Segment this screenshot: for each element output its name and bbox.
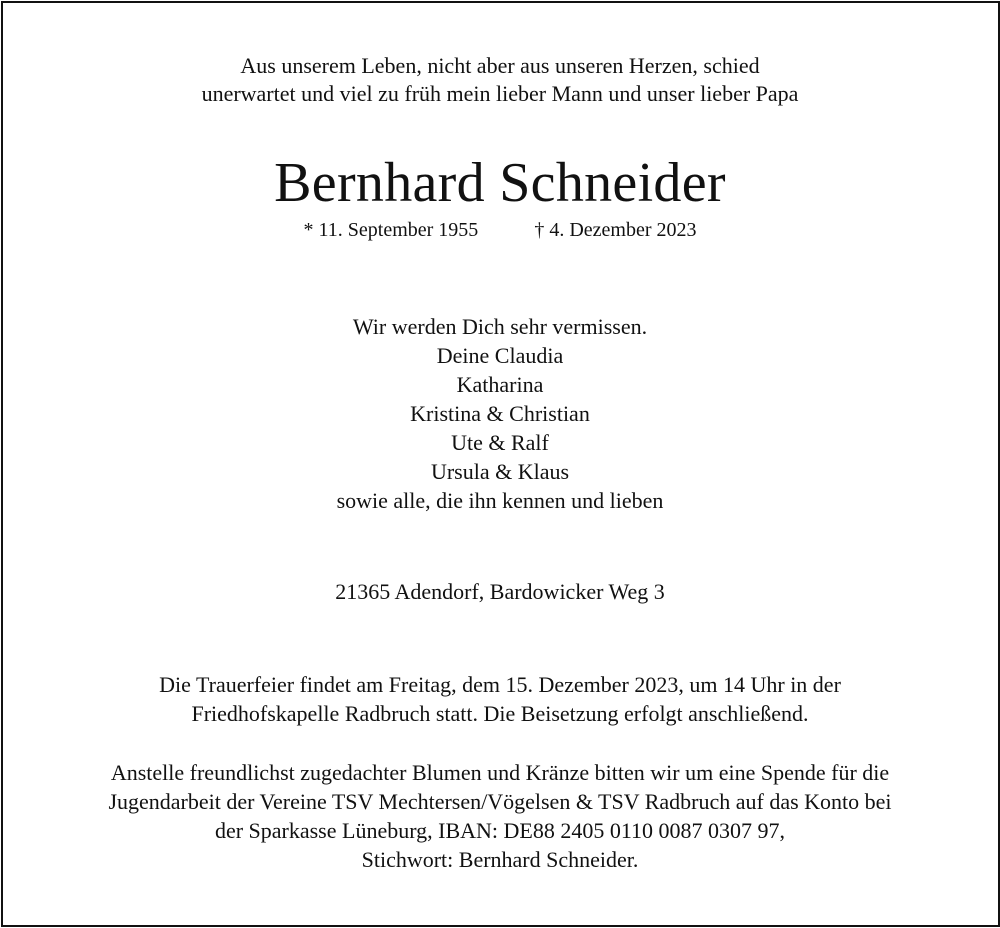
mourners-line: Ute & Ralf <box>451 430 549 455</box>
life-dates <box>0 216 1000 244</box>
service-line-1: Die Trauerfeier findet am Freitag, dem 15. Dezember 2023, um 14 Uhr in der <box>159 672 841 697</box>
donation-line-3: der Sparkasse Lüneburg, IBAN: DE88 2405 0110 0087 0307 97, <box>214 818 786 843</box>
service-line-2: Friedhofskapelle Radbruch statt. Die Beisetzung erfolgt anschließend. <box>191 701 809 726</box>
donation-line-4: Stichwort: Bernhard Schneider. <box>361 847 639 872</box>
intro-text <box>0 52 1000 108</box>
death-date: † 4. Dezember 2023 <box>534 219 697 241</box>
birth-date: * 11. September 1955 <box>303 219 479 241</box>
intro-line-2: unerwartet und viel zu früh mein lieber Mann und unser lieber Papa <box>201 81 799 106</box>
mourners-line: Ursula & Klaus <box>430 459 570 484</box>
mourners-line: Kristina & Christian <box>410 401 590 426</box>
mourners-line: sowie alle, die ihn kennen und lieben <box>336 488 664 513</box>
donation-info <box>0 758 1000 874</box>
mourners-line: Katharina <box>456 372 544 397</box>
funeral-service-info <box>0 670 1000 728</box>
deceased-name: Bernhard Schneider <box>274 152 726 214</box>
intro-line-1: Aus unserem Leben, nicht aber aus unseren Herzen, schied <box>240 53 760 78</box>
mourners-line: Deine Claudia <box>436 343 564 368</box>
family-address: 21365 Adendorf, Bardowicker Weg 3 <box>335 579 665 604</box>
donation-line-1: Anstelle freundlichst zugedachter Blumen und Kränze bitten wir um eine Spende für die <box>110 760 890 785</box>
donation-line-2: Jugendarbeit der Vereine TSV Mechtersen/Vögelsen & TSV Radbruch auf das Konto bei <box>108 789 892 814</box>
mourners-line: Wir werden Dich sehr vermissen. <box>352 314 648 339</box>
mourners-list <box>0 312 1000 515</box>
